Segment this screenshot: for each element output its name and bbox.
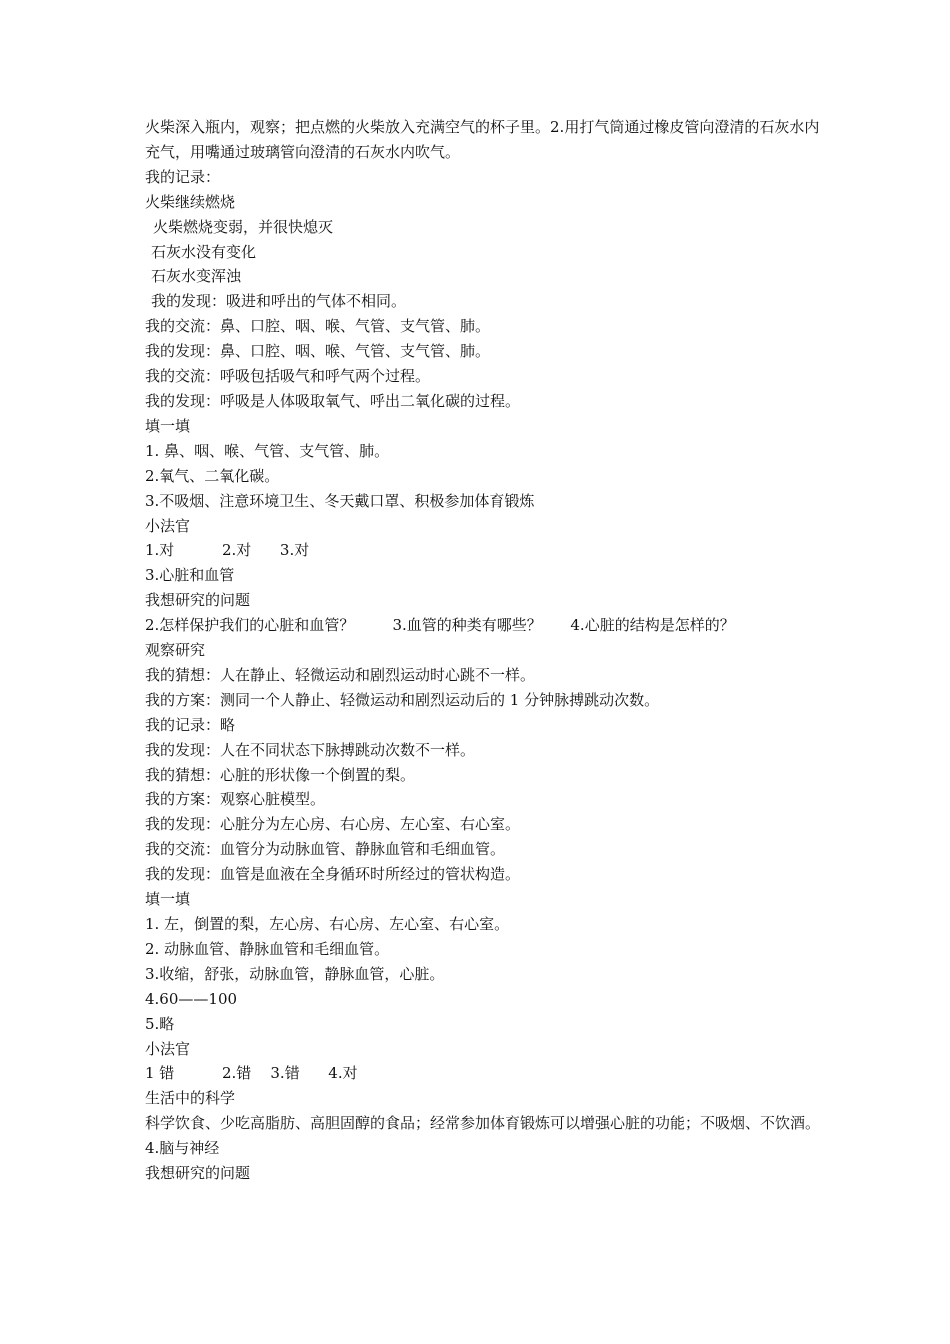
text-line-23: 我的方案：测同一个人静止、轻微运动和剧烈运动后的 1 分钟脉搏跳动次数。 (145, 690, 660, 709)
text-line-30: 我的发现：血管是血液在全身循环时所经过的管状构造。 (145, 865, 521, 884)
text-line-7: 我的发现：吸进和呼出的气体不相同。 (151, 292, 407, 311)
text-line-3: 火柴继续燃烧 (145, 192, 236, 211)
section-heading-observe: 观察研究 (145, 641, 206, 660)
text-line-38: 1 错 2.错 3.错 4.对 (145, 1064, 358, 1083)
text-line-29: 我的交流：血管分为动脉血管、静脉血管和毛细血管。 (145, 840, 506, 859)
section-heading-fill-in-2: 填一填 (145, 890, 191, 909)
text-line-6: 石灰水变浑浊 (151, 267, 242, 286)
text-line-9: 我的发现：鼻、口腔、咽、喉、气管、支气管、肺。 (145, 342, 491, 361)
section-heading-fill-in: 填一填 (145, 416, 191, 435)
section-heading-questions: 我想研究的问题 (145, 591, 251, 610)
text-line-35: 4.60——100 (145, 989, 238, 1008)
text-line-14: 2.氧气、二氧化碳。 (145, 466, 280, 485)
text-line-33: 2. 动脉血管、静脉血管和毛细血管。 (145, 939, 390, 958)
text-line-28: 我的发现：心脏分为左心房、右心房、左心室、右心室。 (145, 815, 521, 834)
text-line-34: 3.收缩，舒张，动脉血管，静脉血管，心脏。 (145, 964, 445, 983)
text-line-2: 我的记录： (145, 167, 221, 186)
text-line-22: 我的猜想：人在静止、轻微运动和剧烈运动时心跳不一样。 (145, 665, 536, 684)
text-line-24: 我的记录：略 (145, 715, 236, 734)
text-line-13: 1. 鼻、咽、喉、气管、支气管、肺。 (145, 441, 390, 460)
text-line-25: 我的发现：人在不同状态下脉搏跳动次数不一样。 (145, 740, 476, 759)
chapter-heading-heart: 3.心脏和血管 (145, 566, 235, 585)
text-line-4: 火柴燃烧变弱，并很快熄灭 (153, 217, 334, 236)
text-line-32: 1. 左，倒置的梨，左心房、右心房、左心室、右心室。 (145, 915, 510, 933)
text-line-5: 石灰水没有变化 (151, 242, 257, 261)
text-line-8: 我的交流：鼻、口腔、咽、喉、气管、支气管、肺。 (145, 317, 491, 336)
text-line-17: 1.对 2.对 3.对 (145, 541, 310, 560)
section-heading-questions-2: 我想研究的问题 (145, 1164, 251, 1183)
text-line-36: 5.略 (145, 1014, 175, 1033)
text-line-1: 火柴深入瓶内，观察；把点燃的火柴放入充满空气的杯子里。2.用打气筒通过橡皮管向澄清的石灰水内充气，用嘴通过玻璃管向澄清的石灰水内吹气。 (145, 118, 820, 161)
section-heading-judge-2: 小法官 (145, 1039, 191, 1058)
text-line-26: 我的猜想：心脏的形状像一个倒置的梨。 (145, 765, 416, 784)
document-page (145, 115, 825, 1186)
section-heading-science-life: 生活中的科学 (145, 1089, 236, 1108)
text-line-11: 我的发现：呼吸是人体吸取氧气、呼出二氧化碳的过程。 (145, 391, 521, 410)
text-line-27: 我的方案：观察心脏模型。 (145, 790, 326, 809)
text-line-10: 我的交流：呼吸包括吸气和呼气两个过程。 (145, 367, 431, 386)
section-heading-judge: 小法官 (145, 516, 191, 535)
chapter-heading-brain: 4.脑与神经 (145, 1139, 220, 1158)
text-line-20: 2.怎样保护我们的心脏和血管？ 3.血管的种类有哪些？ 4.心脏的结构是怎样的？ (145, 616, 735, 635)
text-line-40: 科学饮食、少吃高脂肪、高胆固醇的食品；经常参加体育锻炼可以增强心脏的功能；不吸烟、不饮酒。 (145, 1114, 821, 1133)
text-line-15: 3.不吸烟、注意环境卫生、冬天戴口罩、积极参加体育锻炼 (145, 491, 535, 510)
